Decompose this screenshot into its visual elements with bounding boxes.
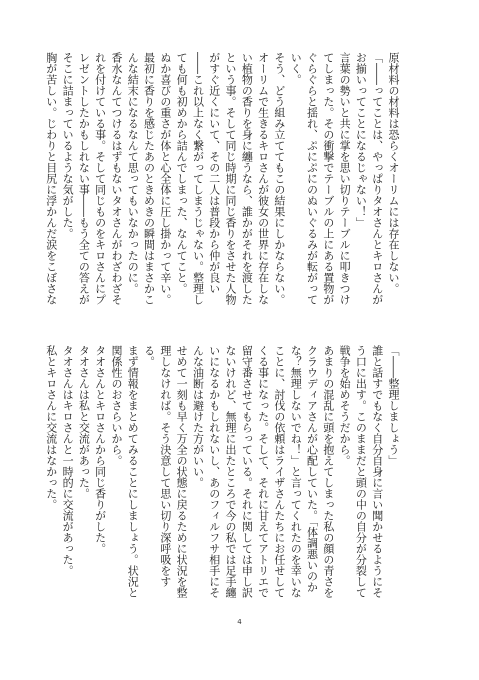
paragraph: せめて一刻も早く万全の状態に戻るために状況を整理しなければ。そう決意して思い切り深呼吸をする。 xyxy=(142,345,189,598)
paragraph: タオさんはキロさんと一時的に交流があった。 xyxy=(61,345,75,576)
paragraph: 誰と話すでもなく自分自身に言い聞かせるようにそう口に出す。このままだと頭の中の自分が分裂して戦争を始めそうだから。 xyxy=(338,345,384,598)
paragraph: 原材料の材料は恐らくオーリムには存在しない。 xyxy=(387,52,400,294)
paragraph: タオさんとキロさんから同じ香りがした。 xyxy=(93,345,107,554)
page-number: 4 xyxy=(237,618,242,626)
paragraph: まず情報をまとめてみることにしましょう。状況と関係性のおさらいから。 xyxy=(109,345,140,598)
paragraph: 胸が苦しい。じわりと目尻に浮かんだ涙をこぼさな xyxy=(44,52,58,305)
paragraph: 「――整理しましょう」 xyxy=(387,345,400,466)
text-block-top xyxy=(44,52,401,314)
paragraph: そう、どう組み立ててもこの結果にしかならない。オーリムで生きるキロさんが彼女の世界に存在しない植物の香りを身に纏うなら、誰かがそれを渡したという事。そして同じ時期に同じ香りをさせた人物がすぐ近くにいて、その二人は普段から仲が良い――これ以上なく繋がってしまうじゃない。整理しても何も初めから詰んでしまった、なんてこと。 xyxy=(175,52,286,305)
paragraph: 香水なんてつけるはずもないタオさんがわざわざそれを付けている事。そして同じものをキロさんにプレゼントしたかもしれない事――もう全ての答えがそこに詰まっているような気がした。 xyxy=(61,52,123,305)
paragraph: あまりの混乱に頭を抱えてしまった私の顔の青さをクラウディアさんが心配していた。「体調悪いのかな？無理しないでね！」と言ってくれたのを幸いなことに、討伐の依頼はライザさんたちにお任せしてくる事になった。そして、それに甘えてアトリエで留守番させてもらっている。それに関しては申し訳ないけれど、無理に出たところで今の私では足手纏いになるかもしれないし、あのフィルフサ相手にそんな油断は避けた方がいい。 xyxy=(191,345,335,598)
paragraph: ぬか喜びの重さが体と心全体に圧し掛かって辛い。最初に香りを感じたあのときめきの瞬間はまさかこんな結末になるなんて思ってもいなかったのに。 xyxy=(126,52,172,305)
paragraph: 言葉の勢いと共に掌を思い切りテーブルに叩きつけてしまった。その衝撃でテーブルの上にある置物がぐらぐらと揺れ、ぷにぷにのぬいぐるみが転がっていく。 xyxy=(289,52,352,305)
paragraph: 私とキロさんに交流はなかった。 xyxy=(44,345,58,510)
paragraph: タオさんは私と交流があった。 xyxy=(77,345,91,499)
paragraph: 「――ってことは、やっぱりタオさんとキロさんがお揃いってことになるじゃない！」 xyxy=(354,52,384,305)
text-block-bottom xyxy=(44,345,401,607)
